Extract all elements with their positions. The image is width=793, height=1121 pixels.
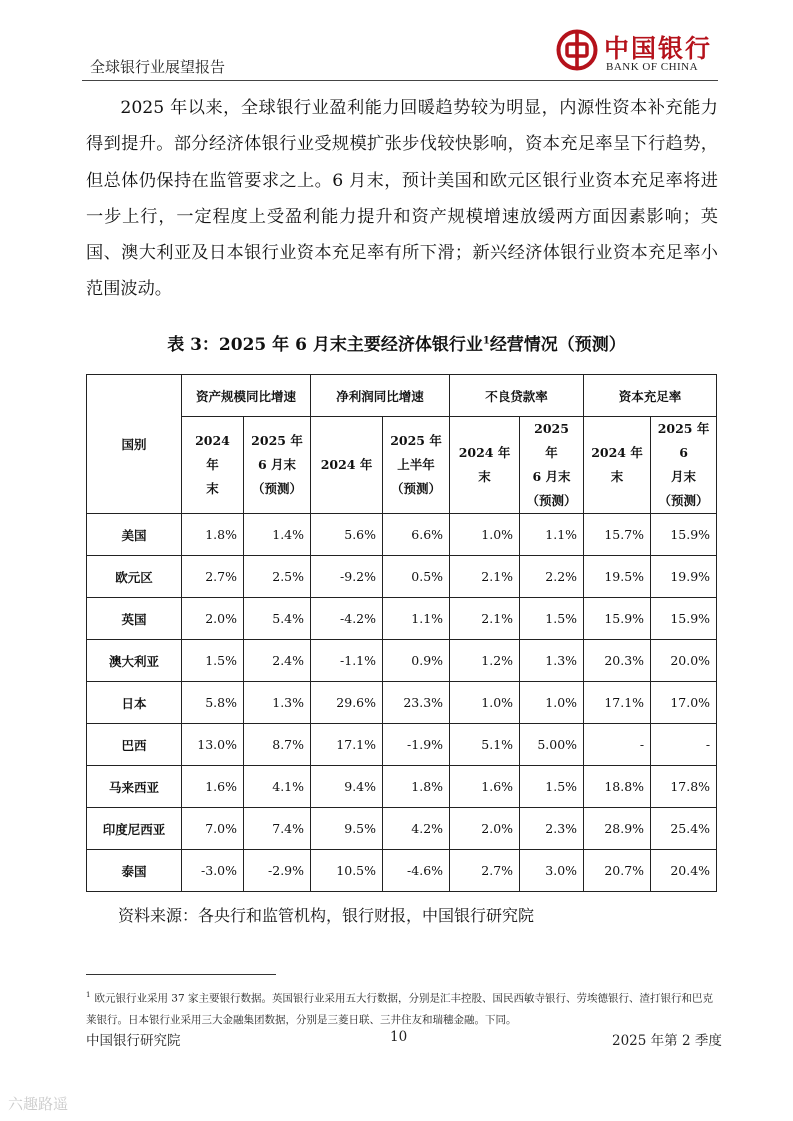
body-paragraph: 2025 年以来，全球银行业盈利能力回暖趋势较为明显，内源性资本补充能力得到提升。部分经济体银行业受规模扩张步伐较快影响，资本充足率呈下行趋势，但总体仍保持在监管要求之上。6 月末，预计美国和欧元区银行业资本充足率将进一步上行，一定程度上受盈利能力提升和资产规模增速放缓两方面因素影响；英国、澳大利亚及日本银行业资本充足率有所下滑；新兴经济体银行业资本充足率小范围波动。 [86, 98, 718, 300]
value-cell: 1.6% [450, 766, 520, 808]
value-cell: 1.1% [520, 514, 584, 556]
value-cell: -1.1% [311, 640, 383, 682]
country-cell: 欧元区 [87, 556, 182, 598]
country-cell: 巴西 [87, 724, 182, 766]
logo-english-name: BANK OF CHINA [606, 61, 699, 73]
table-row [87, 724, 717, 766]
value-cell: 4.1% [244, 766, 311, 808]
table-row [87, 682, 717, 724]
period-header: 2024 年 [311, 417, 383, 514]
table-row [87, 808, 717, 850]
value-cell: 2.7% [450, 850, 520, 892]
value-cell: 1.4% [244, 514, 311, 556]
value-cell: 1.3% [520, 640, 584, 682]
header-divider [82, 80, 718, 81]
value-cell: -9.2% [311, 556, 383, 598]
value-cell: -3.0% [182, 850, 244, 892]
value-cell: 29.6% [311, 682, 383, 724]
footnote-divider [86, 974, 276, 975]
footer-quarter: 2025 年第 2 季度 [612, 1033, 722, 1049]
country-header: 国别 [87, 375, 182, 514]
value-cell: 15.7% [584, 514, 651, 556]
period-header: 2025 年 6 月末 （预测） [651, 417, 717, 514]
group-header: 资产规模同比增速 [182, 375, 311, 417]
value-cell: 1.6% [182, 766, 244, 808]
value-cell: 15.9% [651, 598, 717, 640]
value-cell: 2.0% [450, 808, 520, 850]
value-cell: 20.0% [651, 640, 717, 682]
value-cell: 19.9% [651, 556, 717, 598]
value-cell: 20.7% [584, 850, 651, 892]
period-header: 2025 年 6 月末 （预测） [244, 417, 311, 514]
value-cell: 2.7% [182, 556, 244, 598]
value-cell: 28.9% [584, 808, 651, 850]
value-cell: 0.5% [383, 556, 450, 598]
value-cell: 20.3% [584, 640, 651, 682]
value-cell: 2.0% [182, 598, 244, 640]
value-cell: 13.0% [182, 724, 244, 766]
table-row [87, 514, 717, 556]
table-row [87, 640, 717, 682]
footnote-ref: 1 [482, 335, 490, 347]
value-cell: 1.2% [450, 640, 520, 682]
value-cell: 20.4% [651, 850, 717, 892]
table-title: 表 3：2025 年 6 月末主要经济体银行业$^1$经营情况（预测） [167, 335, 626, 355]
watermark: 六趣路遥 [8, 1095, 69, 1113]
value-cell: -1.9% [383, 724, 450, 766]
value-cell: -2.9% [244, 850, 311, 892]
logo-chinese-name: 中国银行 [604, 34, 713, 63]
value-cell: -4.2% [311, 598, 383, 640]
value-cell: 7.0% [182, 808, 244, 850]
value-cell: 8.7% [244, 724, 311, 766]
table-row [87, 556, 717, 598]
banking-indicators-table [86, 374, 717, 892]
value-cell: 19.5% [584, 556, 651, 598]
value-cell: 6.6% [383, 514, 450, 556]
value-cell: 5.8% [182, 682, 244, 724]
table-row [87, 598, 717, 640]
value-cell: 15.9% [651, 514, 717, 556]
value-cell: 2.1% [450, 598, 520, 640]
value-cell: - [651, 724, 717, 766]
group-header: 净利润同比增速 [311, 375, 450, 417]
page-number: 10 [390, 1029, 408, 1045]
value-cell: 2.5% [244, 556, 311, 598]
report-title: 全球银行业展望报告 [90, 58, 226, 76]
group-header: 不良贷款率 [450, 375, 584, 417]
value-cell: 1.5% [182, 640, 244, 682]
value-cell: 9.5% [311, 808, 383, 850]
value-cell: 17.1% [311, 724, 383, 766]
period-header: 2024 年 末 [450, 417, 520, 514]
value-cell: 5.00% [520, 724, 584, 766]
value-cell: - [584, 724, 651, 766]
value-cell: 5.1% [450, 724, 520, 766]
table-row [87, 766, 717, 808]
value-cell: 17.1% [584, 682, 651, 724]
group-header: 资本充足率 [584, 375, 717, 417]
bank-logo [556, 27, 716, 79]
footer-institute: 中国银行研究院 [86, 1033, 181, 1049]
value-cell: 1.0% [450, 682, 520, 724]
country-cell: 美国 [87, 514, 182, 556]
value-cell: -4.6% [383, 850, 450, 892]
value-cell: 1.8% [383, 766, 450, 808]
country-cell: 马来西亚 [87, 766, 182, 808]
value-cell: 2.4% [244, 640, 311, 682]
country-cell: 印度尼西亚 [87, 808, 182, 850]
bank-of-china-emblem-icon [556, 29, 598, 71]
source-note: 资料来源：各央行和监管机构，银行财报，中国银行研究院 [118, 906, 535, 925]
value-cell: 9.4% [311, 766, 383, 808]
value-cell: 15.9% [584, 598, 651, 640]
value-cell: 18.8% [584, 766, 651, 808]
value-cell: 4.2% [383, 808, 450, 850]
value-cell: 25.4% [651, 808, 717, 850]
country-cell: 日本 [87, 682, 182, 724]
value-cell: 5.6% [311, 514, 383, 556]
footnote: $^1$ 欧元银行业采用 37 家主要银行数据。英国银行业采用五大行数据，分别是汇丰控股、国民西敏寺银行、劳埃德银行、渣打银行和巴克莱银行。日本银行业采用三大金融集团数据，分别是三菱日联、三井住友和瑞穗金融。下同。 [86, 991, 714, 1026]
value-cell: 3.0% [520, 850, 584, 892]
period-header: 2024 年 末 [584, 417, 651, 514]
value-cell: 1.3% [244, 682, 311, 724]
value-cell: 2.2% [520, 556, 584, 598]
value-cell: 0.9% [383, 640, 450, 682]
country-cell: 英国 [87, 598, 182, 640]
value-cell: 1.1% [383, 598, 450, 640]
country-cell: 澳大利亚 [87, 640, 182, 682]
value-cell: 5.4% [244, 598, 311, 640]
value-cell: 1.5% [520, 766, 584, 808]
period-header: 2024 年 末 [182, 417, 244, 514]
value-cell: 1.8% [182, 514, 244, 556]
value-cell: 1.0% [520, 682, 584, 724]
value-cell: 23.3% [383, 682, 450, 724]
value-cell: 17.0% [651, 682, 717, 724]
period-header: 2025 年 6 月末 （预测） [520, 417, 584, 514]
period-header: 2025 年 上半年 （预测） [383, 417, 450, 514]
value-cell: 2.3% [520, 808, 584, 850]
value-cell: 2.1% [450, 556, 520, 598]
value-cell: 17.8% [651, 766, 717, 808]
value-cell: 1.5% [520, 598, 584, 640]
value-cell: 10.5% [311, 850, 383, 892]
value-cell: 7.4% [244, 808, 311, 850]
country-cell: 泰国 [87, 850, 182, 892]
value-cell: 1.0% [450, 514, 520, 556]
table-row [87, 850, 717, 892]
